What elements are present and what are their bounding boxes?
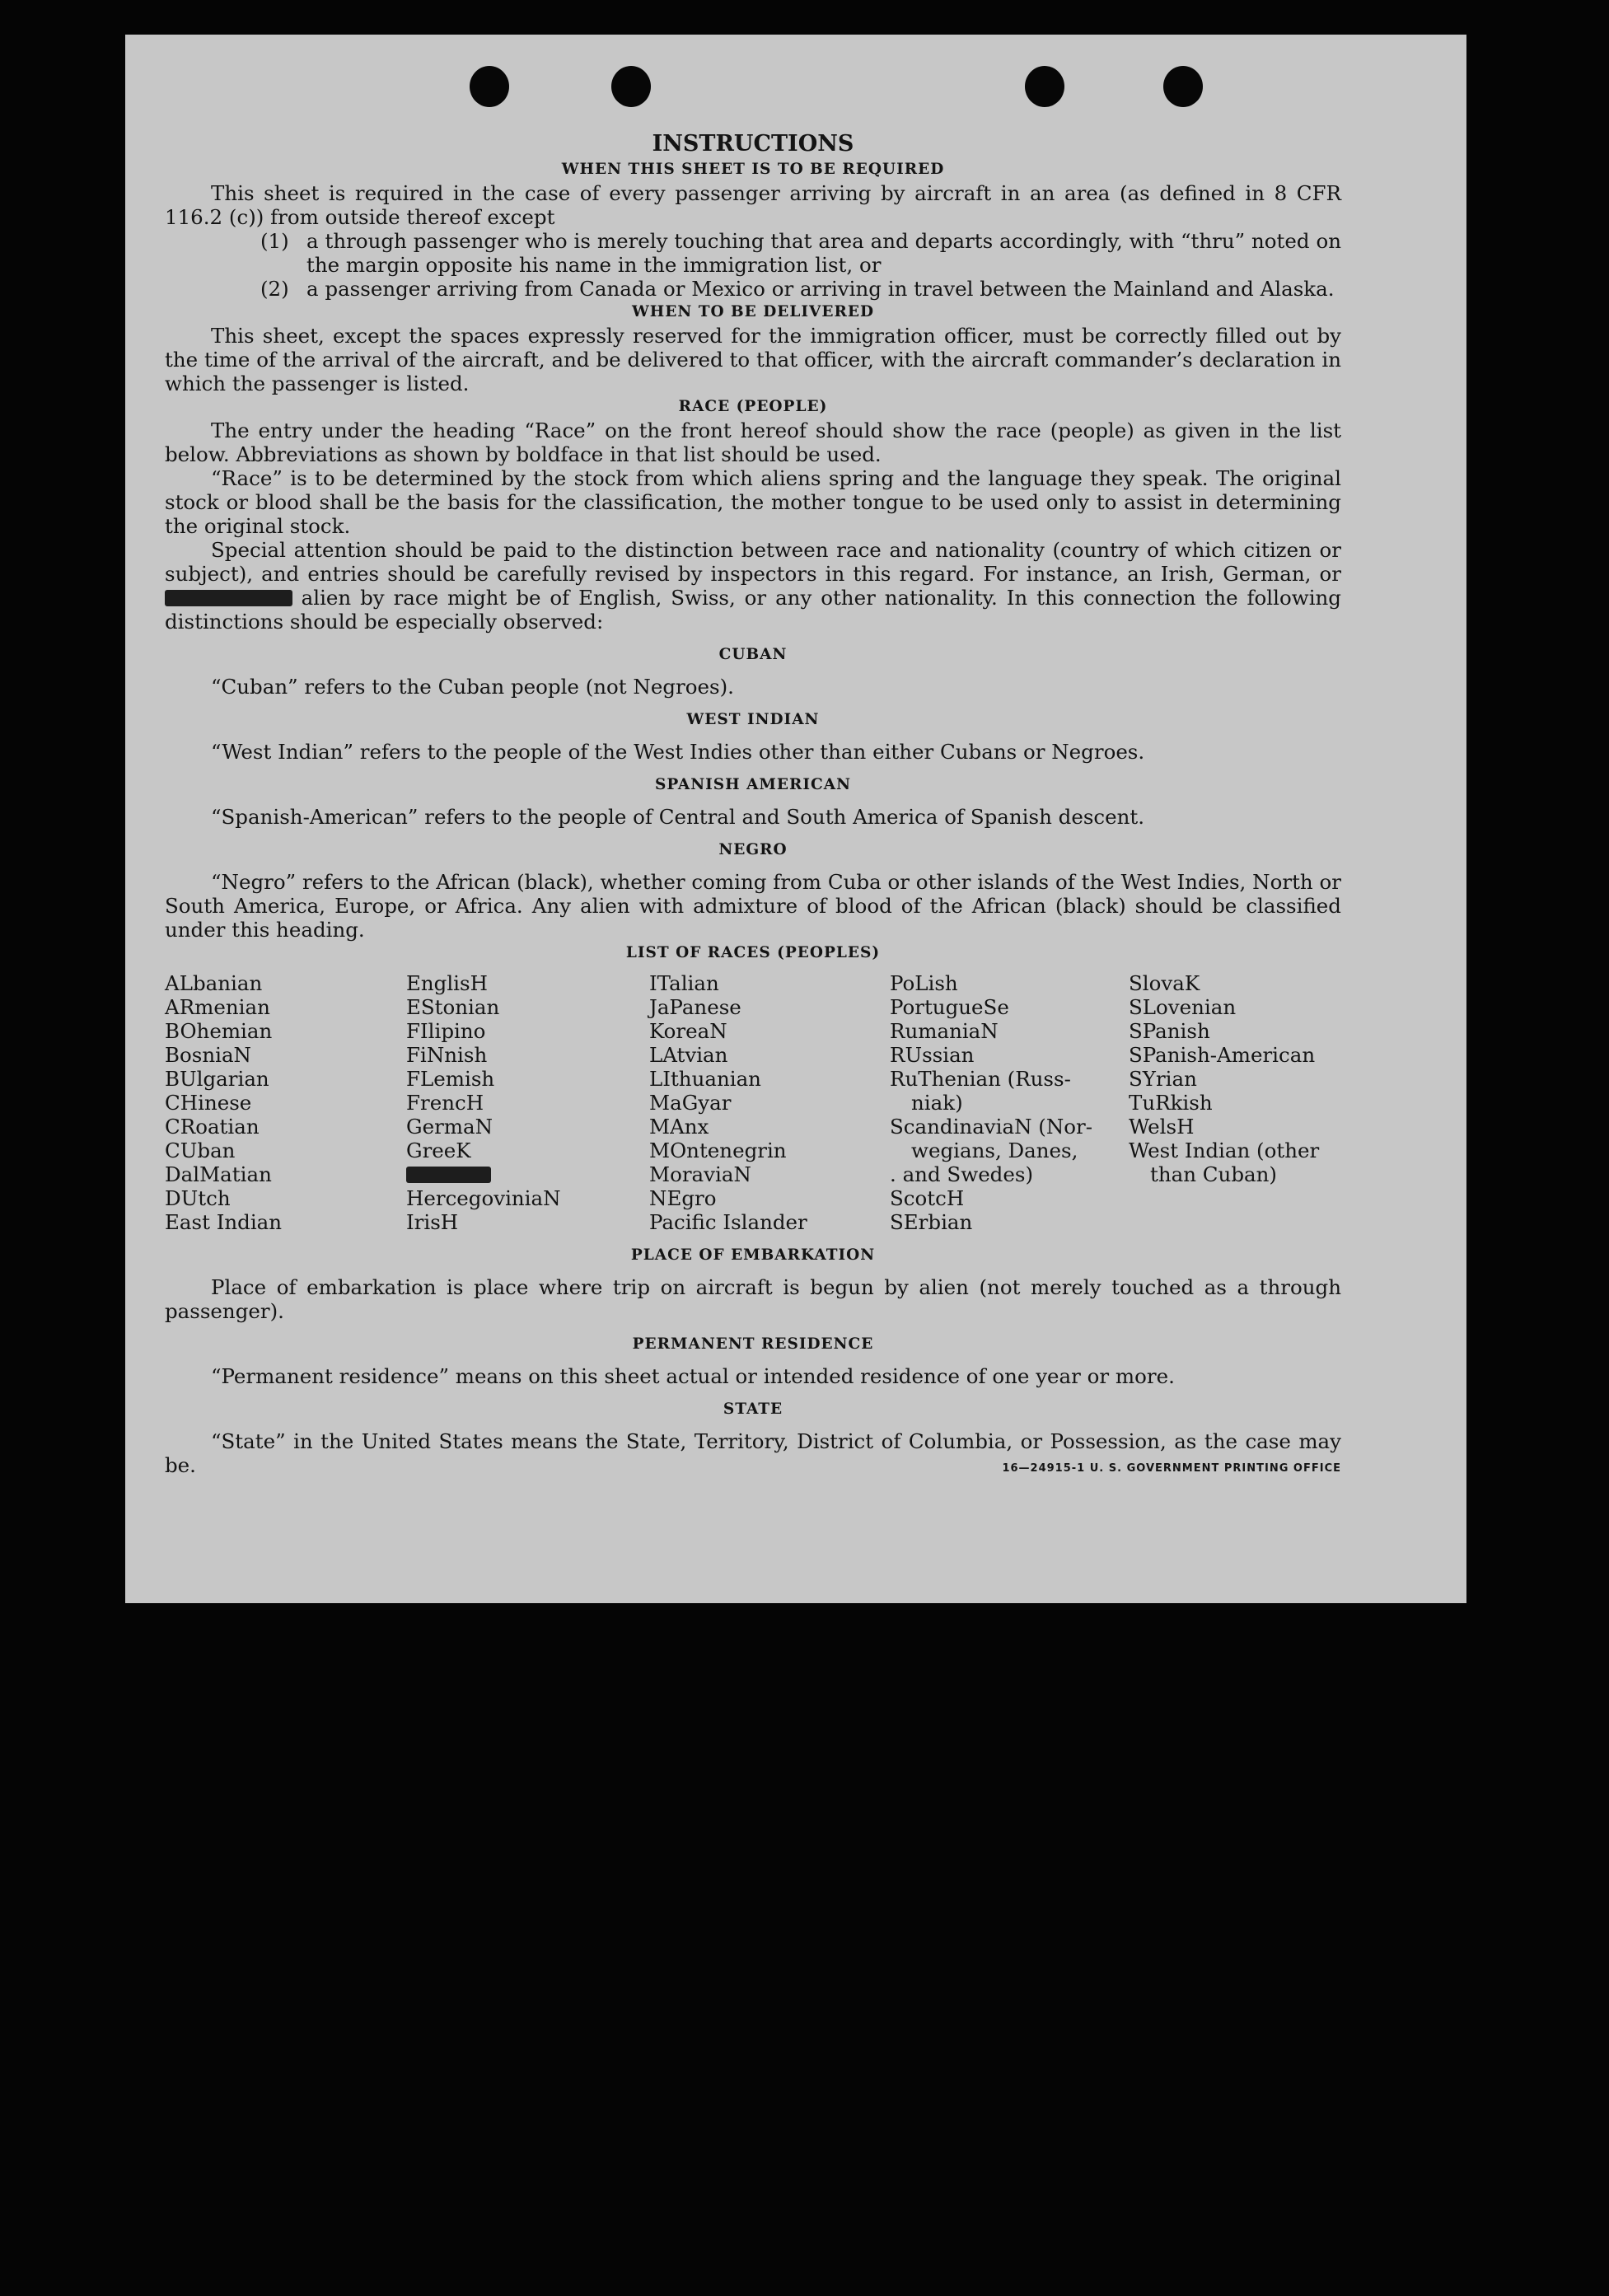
race-paragraph-1: The entry under the heading “Race” on the front hereof should show the race (people) as given in the list below. Abbreviations as shown by boldface in that list should be used. [165,419,1341,466]
race-entry: IrisH [406,1210,459,1234]
race-entry: . and Swedes) [890,1162,1034,1186]
race-entry: NEgro [649,1186,717,1210]
race-entry: DUtch [165,1186,231,1210]
race-entry: SPanish [1129,1019,1210,1043]
race-entry: GreeK [406,1139,471,1162]
race-entry: ScotcH [890,1186,965,1210]
section-heading-permanent-residence: PERMANENT RESIDENCE [632,1335,874,1353]
race-entry: SPanish-American [1129,1043,1316,1067]
delivered-paragraph: This sheet, except the spaces expressly reserved for the immigration officer, must be correctly filled out by the time of the arrival of the aircraft, and be delivered to that officer, with the aircraft commander’s declaration in which the passenger is listed. [165,324,1341,395]
section-heading-list-of-races: LIST OF RACES (PEOPLES) [625,944,881,961]
races-column [649,971,890,1234]
race-entry: DalMatian [165,1162,272,1186]
punch-hole [470,66,509,107]
redacted-word [165,590,292,606]
race-entry: BOhemian [165,1019,273,1043]
races-list [165,971,1341,1234]
race-entry: BosniaN [165,1043,251,1067]
punch-hole [1025,66,1064,107]
race-entry: West Indian (other [1129,1139,1320,1162]
section-heading-race: RACE (PEOPLE) [678,398,828,415]
races-column [1129,971,1341,1234]
race-entry: SLovenian [1129,995,1237,1019]
race-entry: GermaN [406,1115,493,1139]
punch-hole [611,66,651,107]
race-entry: MoraviaN [649,1162,751,1186]
embarkation-definition: Place of embarkation is place where trip on aircraft is begun by alien (not merely touched as a through passenger). [165,1275,1341,1323]
exception-item: (1) a through passenger who is merely touching that area and departs accordingly, with “thru” noted on the margin opposite his name in the immigration list, or [260,229,1341,277]
punch-hole [1163,66,1203,107]
race-entry: ARmenian [165,995,270,1019]
section-heading-delivered: WHEN TO BE DELIVERED [632,303,874,320]
section-heading-state: STATE [723,1401,783,1418]
race-entry: CUban [165,1139,236,1162]
race-entry: RumaniaN [890,1019,999,1043]
race-entry: CHinese [165,1091,252,1115]
race-entry: TuRkish [1129,1091,1213,1115]
race-entry: WelsH [1129,1115,1195,1139]
race-entry: LAtvian [649,1043,728,1067]
race-entry: niak) [911,1091,963,1115]
section-heading-west-indian: WEST INDIAN [686,711,820,728]
race-entry: FrencH [406,1091,484,1115]
instructions-body [165,130,1341,1477]
residence-definition: “Permanent residence” means on this sheet actual or intended residence of one year or more. [211,1364,1175,1388]
race-entry: ITalian [649,971,719,995]
section-heading-embarkation: PLACE OF EMBARKATION [630,1246,876,1264]
race-entry: CRoatian [165,1115,260,1139]
cuban-definition: “Cuban” refers to the Cuban people (not Negroes). [211,675,734,699]
exception-item: (2) a passenger arriving from Canada or Mexico or arriving in travel between the Mainland and Alaska. [260,277,1335,301]
race-entry: SErbian [890,1210,973,1234]
race-entry: SlovaK [1129,971,1200,995]
document-page [125,35,1466,1603]
race-entry: RuThenian (Russ- [890,1067,1071,1091]
races-column [890,971,1129,1234]
race-entry: KoreaN [649,1019,727,1043]
state-definition: “State” in the United States means the State, Territory, District of Columbia, or Possession, as the case may be. [165,1429,1341,1477]
section-heading-spanish-american: SPANISH AMERICAN [654,776,852,793]
race-entry: BUlgarian [165,1067,269,1091]
race-entry: JaPanese [649,995,741,1019]
race-entry: PoLish [890,971,958,995]
race-entry: ScandinaviaN (Nor- [890,1115,1093,1139]
race-entry: MAnx [649,1115,709,1139]
page-title: INSTRUCTIONS [652,131,854,157]
race-entry: East Indian [165,1210,283,1234]
west-indian-definition: “West Indian” refers to the people of the West Indies other than either Cubans or Negroes. [211,740,1145,764]
race-paragraph-3: Special attention should be paid to the distinction between race and nationality (country of which citizen or subject), and entries should be carefully revised by inspectors in this regard. For instance, an Irish, German, or alien by race might be of English, Swiss, or any other nationality. In this connection the following distinctions should be especially observed: [165,538,1341,634]
required-paragraph: This sheet is required in the case of every passenger arriving by aircraft in an area (as defined in 8 CFR 116.2 (c)) from outside thereof except [165,181,1341,229]
race-entry: SYrian [1129,1067,1197,1091]
section-heading-negro: NEGRO [718,841,788,858]
race-entry: EnglisH [406,971,488,995]
race-entry: MOntenegrin [649,1139,787,1162]
races-column [406,971,649,1234]
races-column [165,971,406,1234]
race-entry: Pacific Islander [649,1210,807,1234]
race-entry: ALbanian [165,971,263,995]
race-entry: wegians, Danes, [911,1139,1078,1162]
race-entry: FIlipino [406,1019,486,1043]
race-entry: LIthuanian [649,1067,761,1091]
section-heading-required: WHEN THIS SHEET IS TO BE REQUIRED [561,161,945,178]
race-entry: EStonian [406,995,500,1019]
section-heading-cuban: CUBAN [718,646,788,663]
race-entry: MaGyar [649,1091,732,1115]
race-entry: PortugueSe [890,995,1009,1019]
race-entry-redacted [406,1162,649,1186]
printing-office-code: 16—24915-1 U. S. GOVERNMENT PRINTING OFFICE [1002,1462,1341,1475]
race-entry: FiNnish [406,1043,488,1067]
race-paragraph-2: “Race” is to be determined by the stock from which aliens spring and the language they speak. The original stock or blood shall be the basis for the classification, the mother tongue to be used only to assist in determining the original stock. [165,466,1341,538]
race-entry: FLemish [406,1067,495,1091]
race-entry: HercegoviniaN [406,1186,561,1210]
race-entry: than Cuban) [1150,1162,1277,1186]
negro-definition: “Negro” refers to the African (black), whether coming from Cuba or other islands of the West Indies, North or South America, Europe, or Africa. Any alien with admixture of blood of the African (black) should be classified under this heading. [165,870,1341,942]
spanish-american-definition: “Spanish-American” refers to the people of Central and South America of Spanish descent. [211,805,1145,829]
race-entry: RUssian [890,1043,975,1067]
